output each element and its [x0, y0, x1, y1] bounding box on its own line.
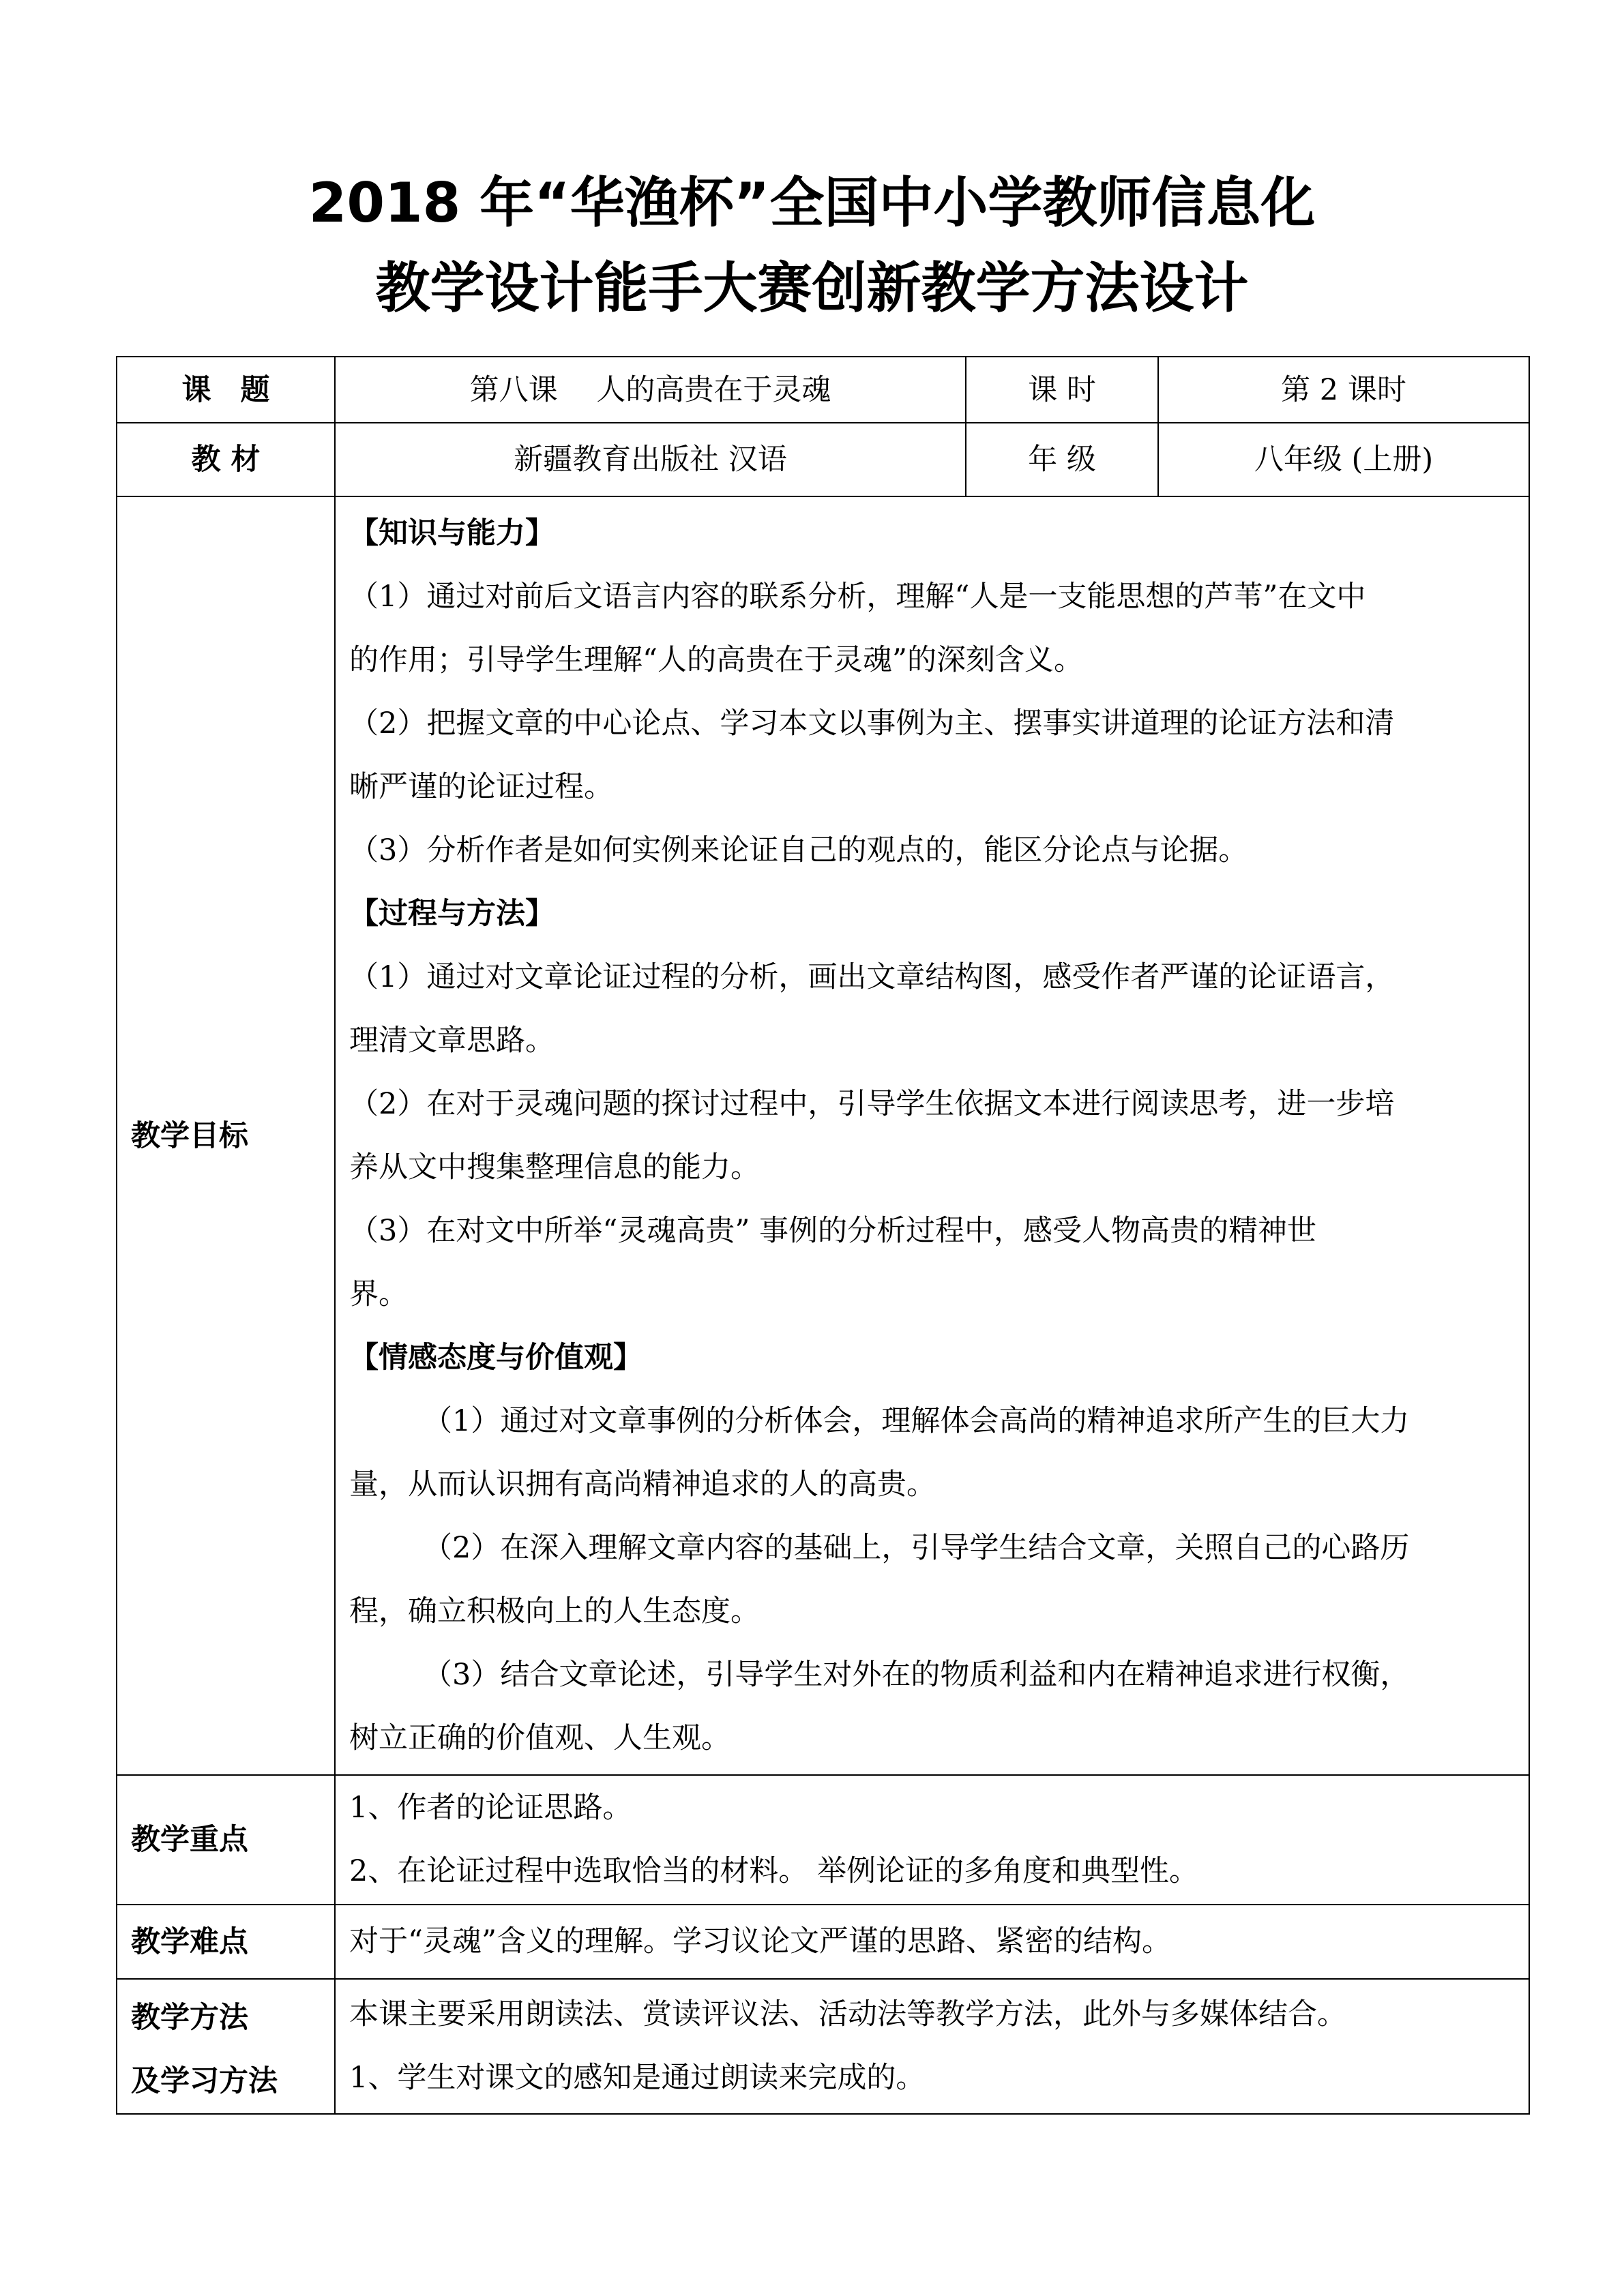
- textbook-row: [117, 423, 1529, 496]
- objective-line: 理清文章思路。: [349, 1023, 555, 1058]
- methods-row: [117, 1979, 1529, 2114]
- objective-line: 养从文中搜集整理信息的能力。: [349, 1150, 760, 1184]
- page-title-line2: 教学设计能手大赛创新教学方法设计: [375, 256, 1249, 320]
- objective-line: （3）分析作者是如何实例来论证自己的观点的，能区分论点与论据。: [349, 833, 1248, 867]
- objectives-row: [117, 496, 1529, 1775]
- key-points-row: [117, 1775, 1529, 1905]
- section-heading-values: 【情感态度与价值观】: [349, 1340, 643, 1375]
- section-heading-process: 【过程与方法】: [349, 896, 555, 931]
- page-title-line1: 2018 年“华渔杯”全国中小学教师信息化: [308, 171, 1316, 235]
- key-point-line: 1、作者的论证思路。: [349, 1791, 632, 1825]
- method-line: 1、学生对课文的感知是通过朗读来完成的。: [349, 2061, 926, 2095]
- objective-line: （2）把握文章的中心论点、学习本文以事例为主、摆事实讲道理的论证方法和清: [349, 706, 1395, 741]
- key-points-label: 教学重点: [117, 1775, 335, 1905]
- methods-label: [117, 1979, 335, 2114]
- difficulty-line: 对于“灵魂”含义的理解。学习议论文严谨的思路、紧密的结构。: [349, 1924, 1171, 1958]
- objective-line: （2）在对于灵魂问题的探讨过程中，引导学生依据文本进行阅读思考，进一步培: [349, 1086, 1395, 1121]
- difficulties-content: [335, 1905, 1529, 1979]
- objective-line: 量，从而认识拥有高尚精神追求的人的高贵。: [349, 1467, 936, 1502]
- objectives-content: [335, 496, 1529, 1775]
- key-points-content: [335, 1775, 1529, 1905]
- methods-label-line2: 及学习方法: [131, 2064, 278, 2098]
- grade-value: 八年级 (上册): [1158, 423, 1529, 496]
- objective-line: （1）通过对文章论证过程的分析，画出文章结构图，感受作者严谨的论证语言，: [349, 959, 1395, 994]
- objective-line: 界。: [349, 1277, 408, 1311]
- method-line: 本课主要采用朗读法、赏读评议法、活动法等教学方法，此外与多媒体结合。: [349, 1997, 1346, 2031]
- objective-line: （1）通过对文章事例的分析体会，理解体会高尚的精神追求所产生的巨大力: [423, 1403, 1410, 1438]
- period-label: 课 时: [966, 357, 1158, 423]
- period-value: 第 2 课时: [1158, 357, 1529, 423]
- textbook-value: 新疆教育出版社 汉语: [335, 423, 966, 496]
- lesson-plan-table: [116, 356, 1530, 2115]
- objective-line: 树立正确的价值观、人生观。: [349, 1720, 730, 1755]
- objective-line: （2）在深入理解文章内容的基础上，引导学生结合文章，关照自己的心路历: [423, 1530, 1410, 1565]
- objective-line: （1）通过对前后文语言内容的联系分析，理解“人是一支能思想的芦苇”在文中: [349, 579, 1366, 614]
- objectives-label: 教学目标: [117, 496, 335, 1775]
- topic-value: 第八课 人的高贵在于灵魂: [335, 357, 966, 423]
- methods-content: [335, 1979, 1529, 2114]
- difficulties-row: [117, 1905, 1529, 1979]
- objective-line: （3）在对文中所举“灵魂高贵” 事例的分析过程中，感受人物高贵的精神世: [349, 1213, 1316, 1248]
- methods-label-line1: 教学方法: [131, 2001, 248, 2035]
- grade-label: 年 级: [966, 423, 1158, 496]
- topic-row: [117, 357, 1529, 423]
- topic-label: 课 题: [117, 357, 335, 423]
- textbook-label: 教 材: [117, 423, 335, 496]
- objective-line: 程，确立积极向上的人生态度。: [349, 1594, 760, 1628]
- difficulties-label: 教学难点: [117, 1905, 335, 1979]
- section-heading-knowledge: 【知识与能力】: [349, 516, 555, 550]
- objective-line: （3）结合文章论述，引导学生对外在的物质利益和内在精神追求进行权衡，: [423, 1657, 1410, 1692]
- key-point-line: 2、在论证过程中选取恰当的材料。 举例论证的多角度和典型性。: [349, 1854, 1199, 1888]
- objective-line: 的作用；引导学生理解“人的高贵在于灵魂”的深刻含义。: [349, 642, 1083, 677]
- objective-line: 晰严谨的论证过程。: [349, 769, 613, 804]
